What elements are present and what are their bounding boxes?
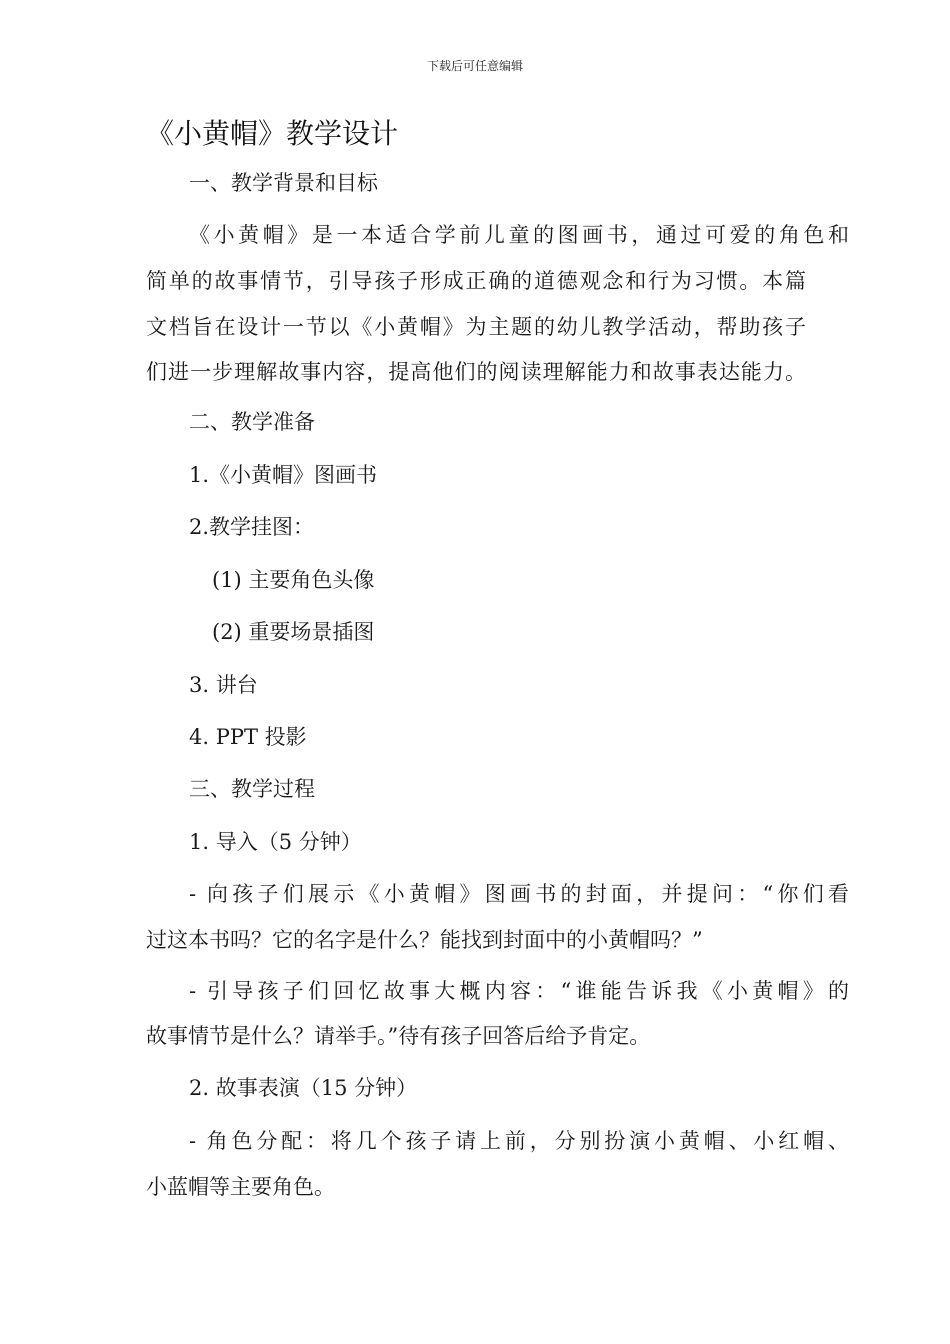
list-item: 2.教学挂图：: [189, 515, 315, 539]
step-title: 2. 故事表演（15 分钟）: [189, 1076, 418, 1100]
paragraph-line: - 引导孩子们回忆故事大概内容：“谁能告诉我《小黄帽》的: [189, 979, 849, 1003]
list-item: 1.《小黄帽》图画书: [189, 463, 378, 487]
list-item: 4. PPT 投影: [189, 725, 307, 749]
paragraph-line: 简单的故事情节，引导孩子形成正确的道德观念和行为习惯。本篇: [146, 269, 806, 293]
paragraph-line: - 向孩子们展示《小黄帽》图画书的封面，并提问：“你们看: [189, 882, 849, 906]
paragraph-line: 小蓝帽等主要角色。: [146, 1175, 335, 1199]
document-title: 《小黄帽》教学设计: [146, 117, 399, 150]
sub-list-item: (2) 重要场景插图: [212, 620, 375, 644]
paragraph-line: 文档旨在设计一节以《小黄帽》为主题的幼儿教学活动，帮助孩子: [146, 315, 806, 339]
header-note: 下载后可任意编辑: [426, 59, 523, 73]
paragraph-line: 故事情节是什么？请举手。”待有孩子回答后给予肯定。: [146, 1024, 651, 1048]
step-title: 1. 导入（5 分钟）: [189, 830, 362, 854]
section-heading-preparation: 二、教学准备: [189, 410, 315, 434]
paragraph-line: 过这本书吗？它的名字是什么？能找到封面中的小黄帽吗？”: [146, 928, 703, 952]
paragraph-line: - 角色分配：将几个孩子请上前，分别扮演小黄帽、小红帽、: [189, 1129, 849, 1153]
section-heading-background: 一、教学背景和目标: [189, 171, 378, 195]
paragraph-line: 《小黄帽》是一本适合学前儿童的图画书，通过可爱的角色和: [189, 223, 849, 247]
section-heading-process: 三、教学过程: [189, 777, 315, 801]
paragraph-line: 们进一步理解故事内容，提高他们的阅读理解能力和故事表达能力。: [146, 360, 806, 384]
list-item: 3. 讲台: [189, 673, 258, 697]
sub-list-item: (1) 主要角色头像: [212, 568, 375, 592]
